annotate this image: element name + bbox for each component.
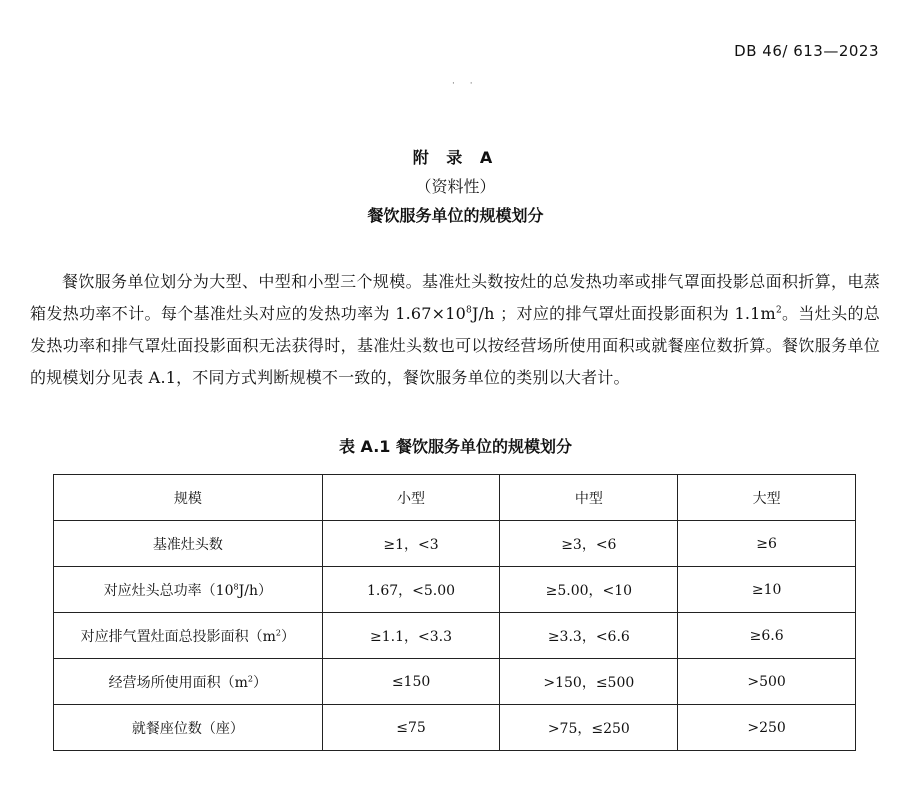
cell-medium: ≥5.00，<10 — [500, 567, 678, 613]
table-header-row — [54, 475, 856, 521]
row-label — [54, 659, 323, 705]
row-label-post: ） — [281, 628, 296, 645]
cell-small: 1.67，<5.00 — [322, 567, 500, 613]
superscript-exponent: 8 — [466, 305, 472, 316]
cell-medium: >75，≤250 — [500, 705, 678, 751]
header-cell-scale: 规模 — [54, 475, 323, 521]
cell-medium: >150，≤500 — [500, 659, 678, 705]
cell-small: ≤150 — [322, 659, 500, 705]
appendix-note: （资料性） — [415, 177, 496, 196]
cell-large: ≥10 — [678, 567, 856, 613]
cell-large: ≥6.6 — [678, 613, 856, 659]
row-label-sup: 2 — [275, 627, 282, 637]
cell-small: ≤75 — [322, 705, 500, 751]
row-label-sup: 8 — [233, 581, 239, 591]
appendix-title: 餐饮服务单位的规模划分 — [367, 206, 544, 225]
paragraph-part-3: 。当灶头的总发热功率和排气罩灶面投影面积无法获得时，基准灶头数也可以按经营场所使用面积或就餐座位数折算。餐饮服务单位的规模划分见表 A.1，不同方式判断规模不一致的，餐饮服务单位的类别以大者计。 — [30, 304, 881, 387]
row-label: 就餐座位数（座） — [54, 705, 323, 751]
cell-small: ≥1.1，<3.3 — [322, 613, 500, 659]
row-label-pre: 对应灶头总功率（10 — [103, 582, 234, 599]
row-label — [54, 567, 323, 613]
row-label: 基准灶头数 — [54, 521, 323, 567]
table-row — [54, 705, 856, 751]
header-cell-medium: 中型 — [500, 475, 678, 521]
table-row — [54, 567, 856, 613]
table-caption: 表 A.1 餐饮服务单位的规模划分 — [338, 437, 573, 456]
table-row — [54, 613, 856, 659]
cell-medium: ≥3.3，<6.6 — [500, 613, 678, 659]
row-label-post: ） — [253, 674, 268, 691]
appendix-label: 附 录 A — [412, 148, 499, 167]
cell-large: >500 — [678, 659, 856, 705]
row-label-pre: 经营场所使用面积（m — [108, 674, 248, 691]
document-code: DB 46/ 613—2023 — [734, 42, 879, 60]
table-row — [54, 521, 856, 567]
header-cell-small: 小型 — [322, 475, 500, 521]
row-label-sup: 2 — [247, 673, 254, 683]
decorative-dots: · · — [452, 79, 479, 89]
row-label-pre: 对应排气置灶面总投影面积（m — [80, 628, 276, 645]
row-label — [54, 613, 323, 659]
header-cell-large: 大型 — [678, 475, 856, 521]
body-paragraph — [30, 266, 880, 394]
table-row — [54, 659, 856, 705]
scale-classification-table — [53, 474, 856, 751]
cell-medium: ≥3，<6 — [500, 521, 678, 567]
superscript-square: 2 — [775, 305, 782, 316]
paragraph-part-2: J/h ；对应的排气罩灶面投影面积为 1.1m — [471, 304, 776, 323]
paragraph-part-1: 餐饮服务单位划分为大型、中型和小型三个规模。基准灶头数按灶的总发热功率或排气罩面投影总面积折算，电蒸箱发热功率不计。每个基准灶头对应的发热功率为 1.67×10 — [30, 272, 880, 323]
cell-large: ≥6 — [678, 521, 856, 567]
cell-large: >250 — [678, 705, 856, 751]
cell-small: ≥1，<3 — [322, 521, 500, 567]
row-label-post: J/h） — [238, 582, 272, 599]
